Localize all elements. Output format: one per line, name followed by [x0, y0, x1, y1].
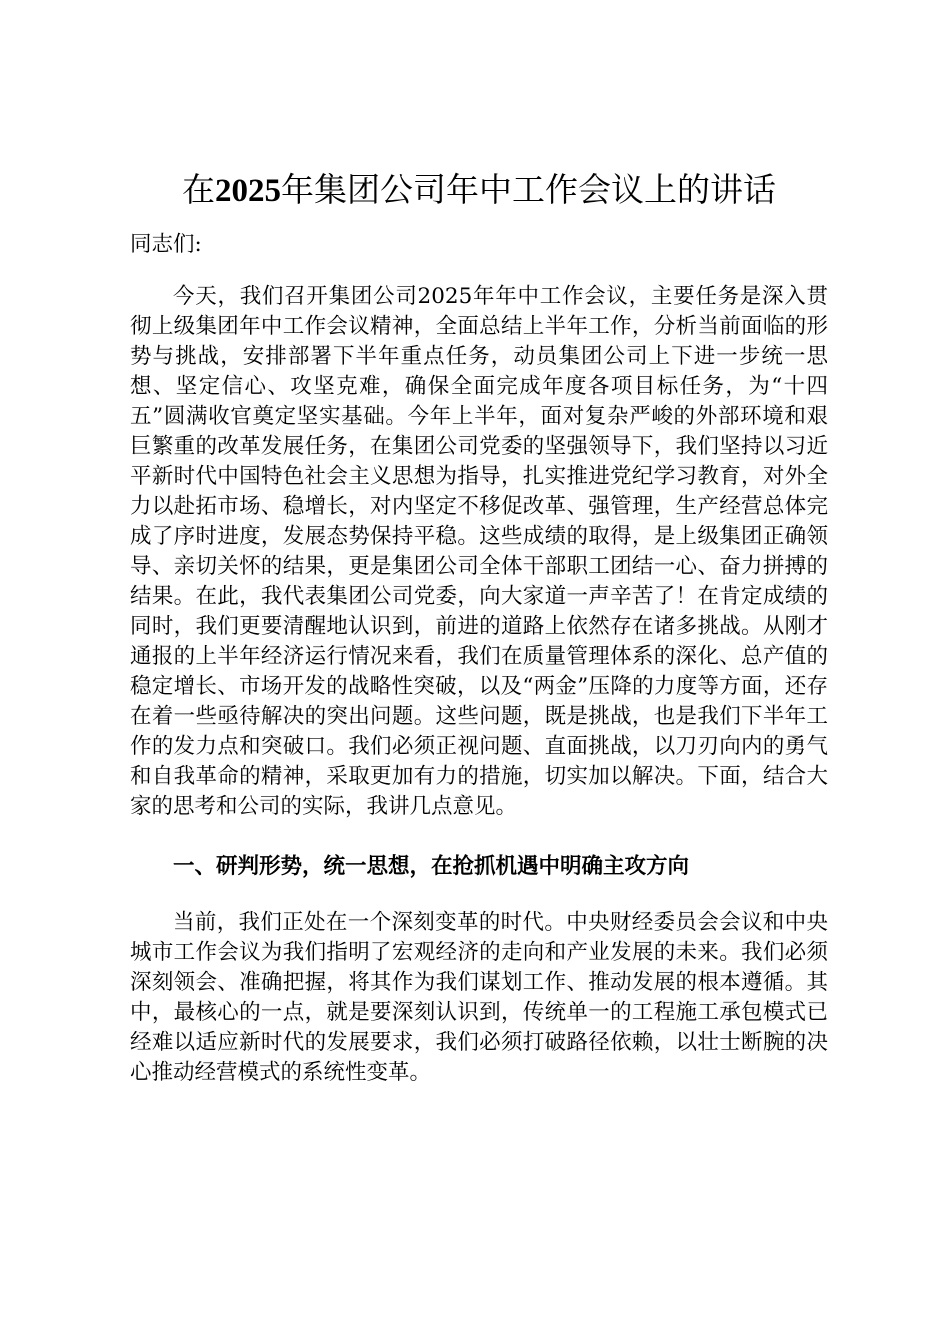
title-year: 2025	[215, 173, 281, 209]
section-heading: 一、研判形势，统一思想，在抢抓机遇中明确主攻方向	[173, 854, 690, 879]
title-prefix: 在	[182, 170, 215, 209]
intro-paragraph: 今天，我们召开集团公司2025年年中工作会议，主要任务是深入贯彻上级集团年中工作会议精神，全面总结上半年工作，分析当前面临的形势与挑战，安排部署下半年重点任务，动员集团公司上下进一步统一思想、坚定信心、攻坚克难，确保全面完成年度各项目标任务，为“十四五”圆满收官奠定坚实基础。今年上半年，面对复杂严峻的外部环境和艰巨繁重的改革发展任务，在集团公司党委的坚强领导下，我们坚持以习近平新时代中国特色社会主义思想为指导，扎实推进党纪学习教育，对外全力以赴拓市场、稳增长，对内坚定不移促改革、强管理，生产经营总体完成了序时进度，发展态势保持平稳。这些成绩的取得，是上级集团正确领导、亲切关怀的结果，更是集团公司全体干部职工团结一心、奋力拼搏的结果。在此，我代表集团公司党委，向大家道一声辛苦了！在肯定成绩的同时，我们更要清醒地认识到，前进的道路上依然存在诸多挑战。从刚才通报的上半年经济运行情况来看，我们在质量管理体系的深化、总产值的稳定增长、市场开发的战略性突破，以及“两金”压降的力度等方面，还存在着一些亟待解决的突出问题。这些问题，既是挑战，也是我们下半年工作的发力点和突破口。我们必须正视问题、直面挑战，以刀刃向内的勇气和自我革命的精神，采取更加有力的措施，切实加以解决。下面，结合大家的思考和公司的实际，我讲几点意见。	[130, 284, 828, 819]
title-suffix: 年集团公司年中工作会议上的讲话	[281, 170, 776, 209]
document-page	[130, 165, 828, 1088]
section-paragraph: 当前，我们正处在一个深刻变革的时代。中央财经委员会会议和中央城市工作会议为我们指明了宏观经济的走向和产业发展的未来。我们必须深刻领会、准确把握，将其作为我们谋划工作、推动发展的根本遵循。其中，最核心的一点，就是要深刻认识到，传统单一的工程施工承包模式已经难以适应新时代的发展要求，我们必须打破路径依赖，以壮士断腕的决心推动经营模式的系统性变革。	[130, 910, 828, 1085]
page-title	[130, 165, 828, 216]
salutation: 同志们:	[130, 232, 202, 257]
